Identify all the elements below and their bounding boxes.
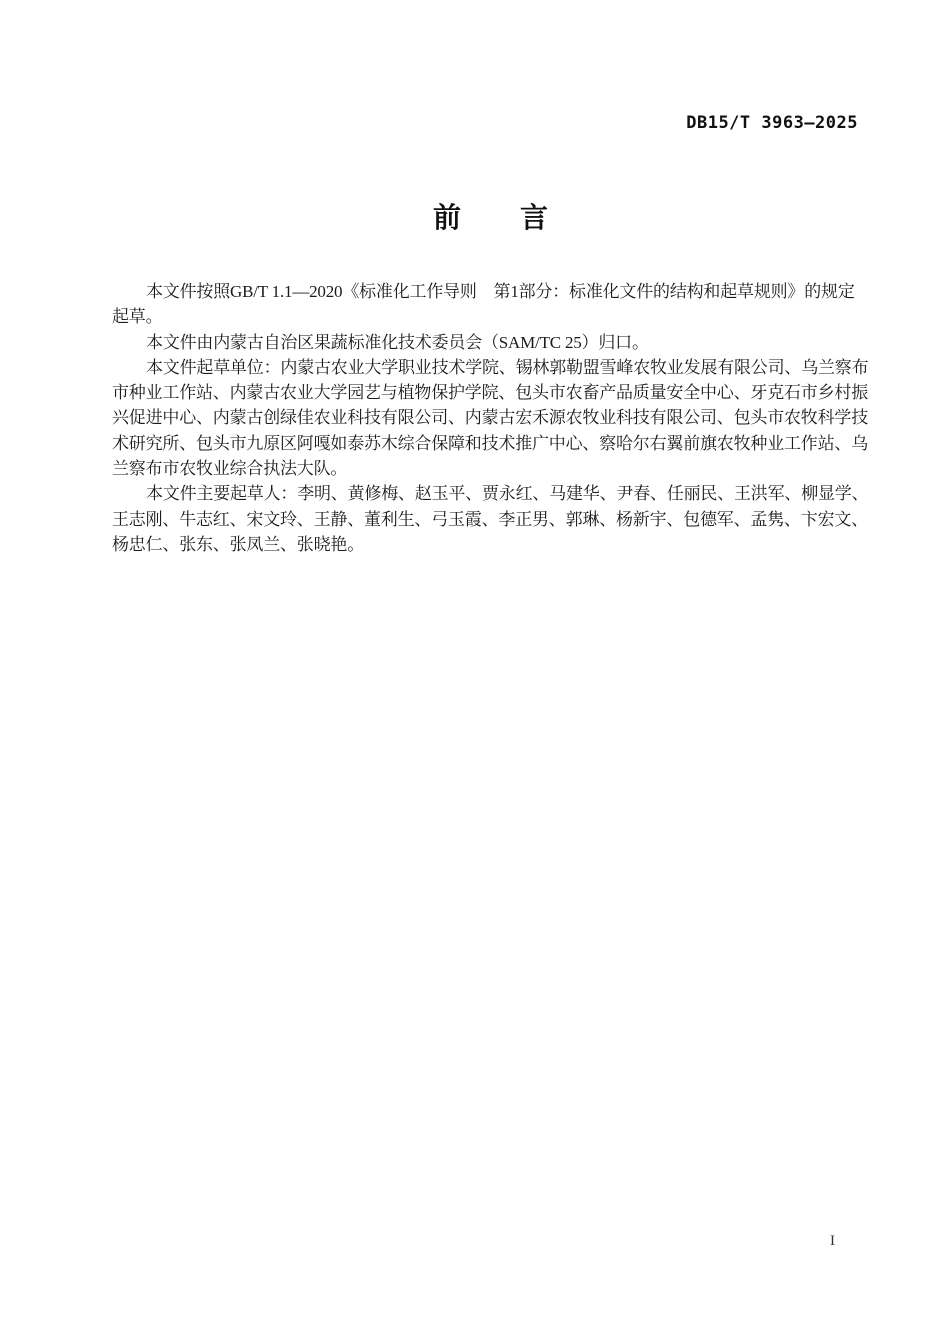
foreword-line: 王志刚、牛志红、宋文玲、王静、董利生、弓玉霞、李正男、郭琳、杨新宇、包德军、孟隽、卞宏文、 <box>112 509 868 529</box>
foreword-line: 兴促进中心、内蒙古创绿佳农业科技有限公司、内蒙古宏禾源农牧业科技有限公司、包头市农牧科学技 <box>112 408 868 428</box>
foreword-line: 起草。 <box>112 307 163 327</box>
foreword-line: 本文件主要起草人：李明、黄修梅、赵玉平、贾永红、马建华、尹春、任丽民、王洪军、柳显学、 <box>146 484 869 504</box>
document-number: DB15/T 3963—2025 <box>686 113 858 133</box>
foreword-paragraphs <box>112 279 870 557</box>
foreword-line: 市种业工作站、内蒙古农业大学园艺与植物保护学院、包头市农畜产品质量安全中心、牙克石市乡村振 <box>112 383 868 403</box>
foreword-line: 本文件由内蒙古自治区果蔬标准化技术委员会（SAM/TC 25）归口。 <box>146 332 649 352</box>
foreword-line: 术研究所、包头市九原区阿嘎如泰苏木综合保障和技术推广中心、察哈尔右翼前旗农牧种业工作站、乌 <box>112 433 868 453</box>
foreword-line: 本文件起草单位：内蒙古农业大学职业技术学院、锡林郭勒盟雪峰农牧业发展有限公司、乌兰察布 <box>146 357 869 377</box>
foreword-line: 杨忠仁、张东、张凤兰、张晓艳。 <box>112 534 364 554</box>
foreword-line: 兰察布市农牧业综合执法大队。 <box>112 459 348 479</box>
foreword-title: 前 言 <box>432 203 549 234</box>
page-number: I <box>830 1233 835 1249</box>
foreword-line: 本文件按照GB/T 1.1—2020《标准化工作导则 第1部分：标准化文件的结构和起草规则》的规定 <box>146 282 855 301</box>
